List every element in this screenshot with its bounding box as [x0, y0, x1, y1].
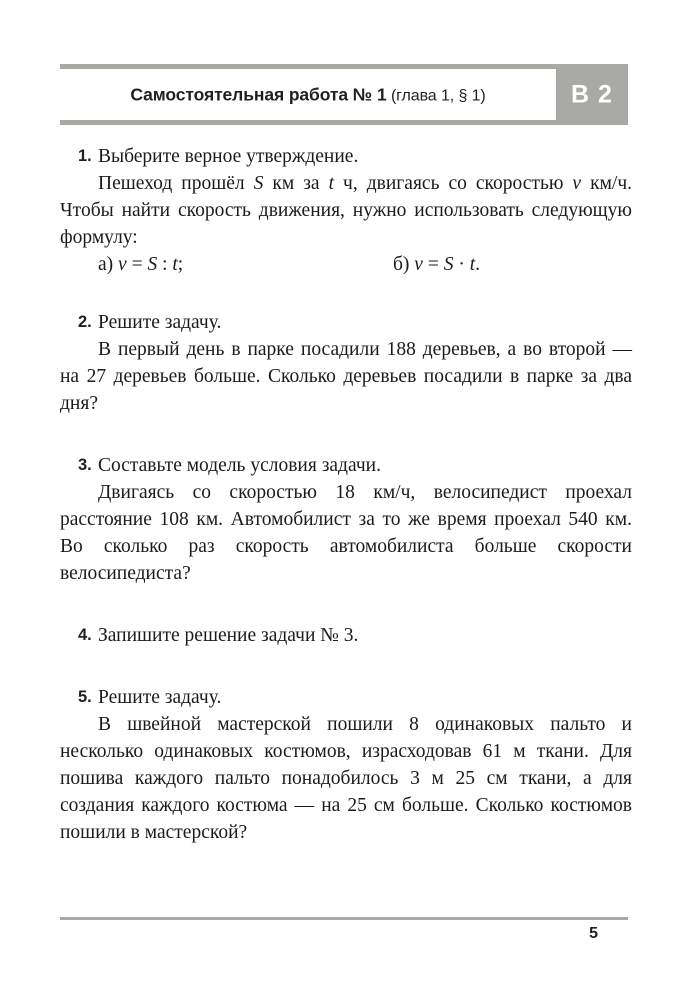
task-body: В швейной мастерской пошили 8 одинаковых пальто и несколько одинаковых костюмов, израсходовав 61 м ткани. Для пошива каждого пальто понадобилось 3 м 25 см ткани, а для создания каждого костюма — на 25 см больше. Сколько костюмов пошили в мастерской? — [60, 714, 632, 843]
spacer — [60, 434, 632, 452]
tasks-container — [60, 143, 632, 863]
task-number: 3. — [78, 456, 92, 474]
task-number: 4. — [78, 626, 92, 644]
task-prompt: Решите задачу. — [98, 687, 222, 708]
task-option-b[interactable]: б) v = S · t. — [393, 254, 480, 275]
task-number: 5. — [78, 688, 92, 706]
task-headline — [60, 452, 632, 479]
header-rule-bottom — [60, 120, 556, 125]
task-number: 2. — [78, 313, 92, 331]
task-option-a[interactable]: а) v = S : t; — [98, 254, 184, 275]
task-body: В первый день в парке посадили 188 деревьев, а во второй — на 27 деревьев больше. Сколько деревьев посадили в парке за два дня? — [60, 339, 632, 414]
header-rule-top — [60, 64, 556, 69]
task-number: 1. — [78, 147, 92, 165]
spacer — [60, 604, 632, 622]
task-options — [60, 254, 632, 282]
task-item — [60, 622, 632, 649]
task-body: Пешеход прошёл S км за t ч, двигаясь со скоростью v км/ч. Чтобы найти скорость движения, нужно использовать следующую формулу: — [60, 173, 633, 248]
task-prompt: Составьте модель условия задачи. — [98, 455, 381, 476]
page-header — [60, 64, 628, 125]
footer-rule — [60, 917, 628, 920]
task-item — [60, 143, 632, 282]
spacer — [60, 666, 632, 684]
task-body: Двигаясь со скоростью 18 км/ч, велосипедист проехал расстояние 108 км. Автомобилист за то же время проехал 540 км. Во сколько раз скорость автомобилиста больше скорости велосипедиста? — [60, 482, 632, 584]
page-title-sub: (глава 1, § 1) — [386, 87, 486, 104]
page-title — [60, 84, 556, 105]
task-prompt: Решите задачу. — [98, 312, 222, 333]
variant-badge — [556, 64, 628, 125]
task-item — [60, 309, 632, 417]
task-headline — [60, 143, 632, 170]
header-title-area — [60, 64, 556, 125]
task-item — [60, 452, 632, 587]
task-prompt: Запишите решение задачи № 3. — [98, 625, 359, 646]
page-number: 5 — [589, 925, 598, 942]
task-headline — [60, 684, 632, 711]
task-headline — [60, 309, 632, 336]
spacer — [60, 299, 632, 309]
task-prompt: Выберите верное утверждение. — [98, 146, 359, 167]
variant-label: В 2 — [571, 80, 613, 108]
task-headline — [60, 622, 632, 649]
page-title-main: Самостоятельная работа № 1 — [130, 84, 387, 104]
task-item — [60, 684, 632, 846]
